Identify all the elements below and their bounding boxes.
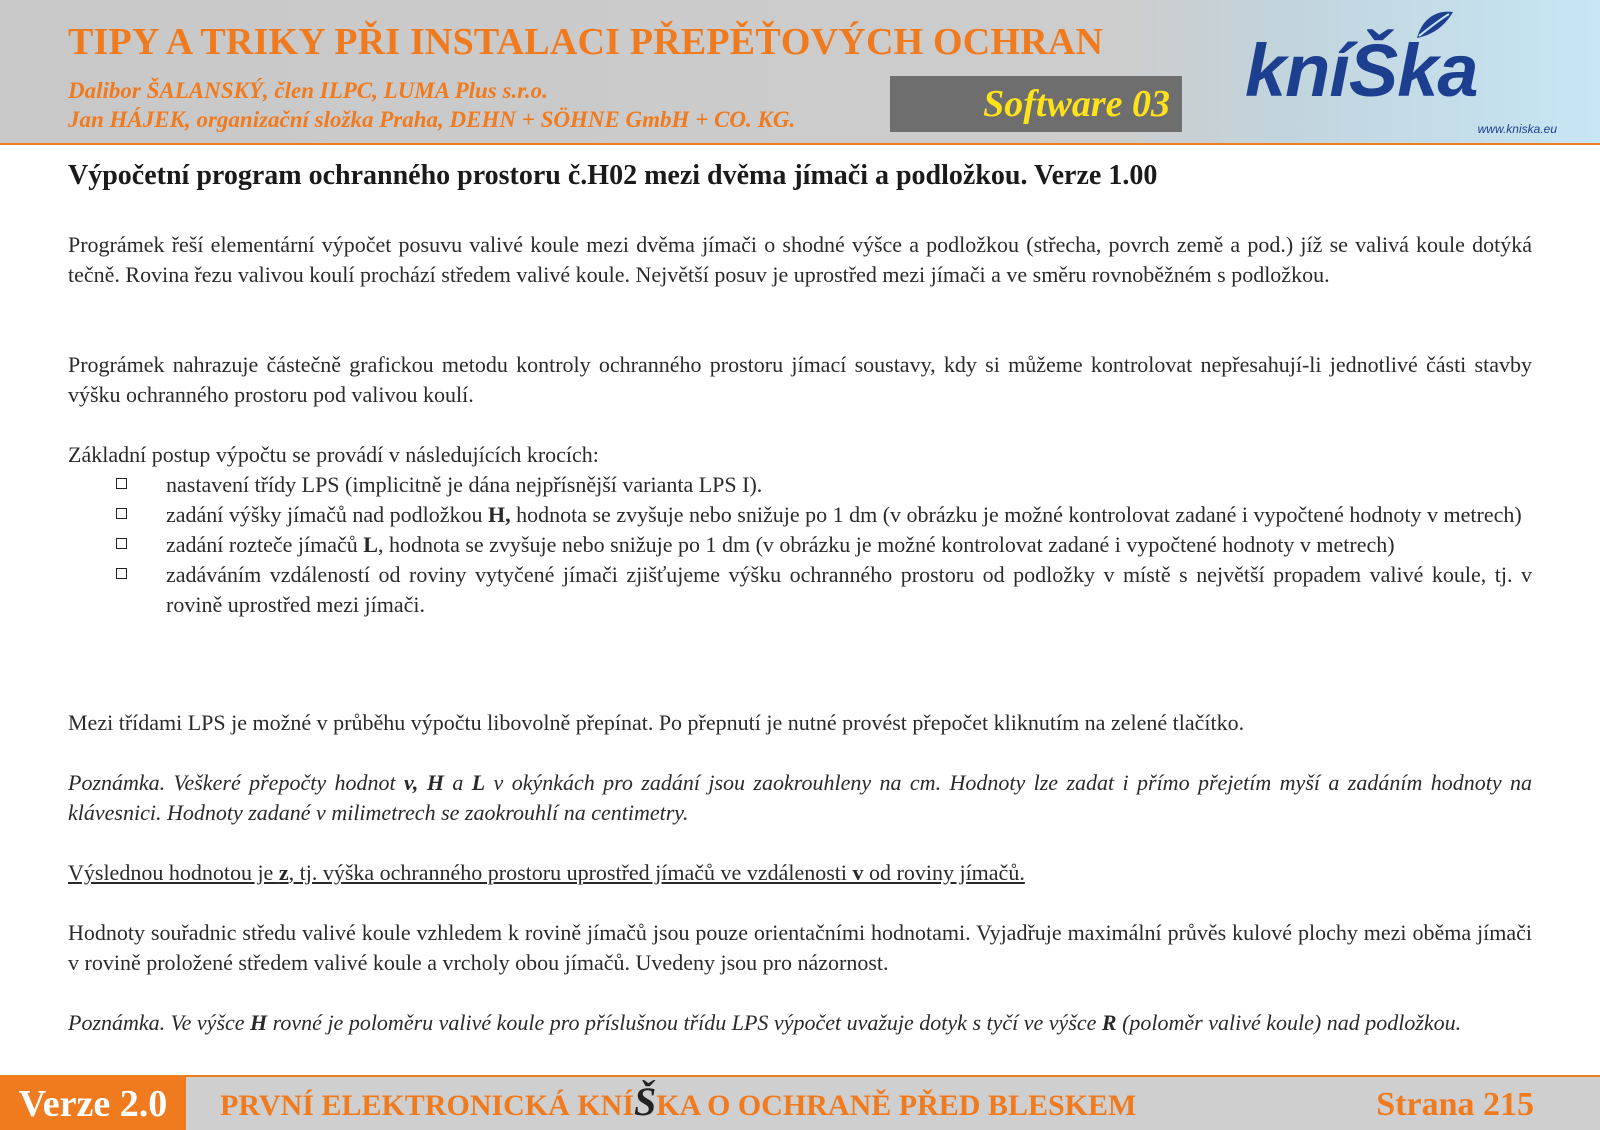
author-1: Dalibor ŠALANSKÝ, člen ILPC, LUMA Plus s.r.o. (68, 78, 548, 103)
kniska-logo (1245, 8, 1565, 138)
checkbox-bullet-icon (116, 568, 127, 579)
list-item: zadání rozteče jímačů L, hodnota se zvyšuje nebo snižuje po 1 dm (v obrázku je možné kontrolovat zadané i vypočtené hodnoty v metrech) (108, 530, 1532, 560)
version-label: Verze 2.0 (18, 1082, 168, 1125)
list-item: zadání výšky jímačů nad podložkou H, hodnota se zvyšuje nebo snižuje po 1 dm (v obrázku je možné kontrolovat zadané i vypočtené hodnoty v metrech) (108, 500, 1532, 530)
list-item: nastavení třídy LPS (implicitně je dána nejpřísnější varianta LPS I). (108, 470, 1532, 500)
software-label: Software 03 (983, 83, 1170, 125)
paragraph-steps-intro: Základní postup výpočtu se provádí v následujících krocích: (68, 442, 599, 467)
checkbox-bullet-icon (116, 538, 127, 549)
note-rounding: Poznámka. Veškeré přepočty hodnot v, H a L v okýnkách pro zadání jsou zaokrouhleny na cm. Hodnoty lze zadat i přímo přejetím myší a zadáním hodnoty na klávesnici. Hodnoty zadané v milimetrech se zaokrouhlí na centimetry. (68, 770, 1532, 825)
version-badge (0, 1077, 186, 1130)
footer-title: PRVNÍ ELEKTRONICKÁ KNÍŠKA O OCHRANĚ PŘED BLESKEM (220, 1079, 1137, 1124)
page-footer (0, 1075, 1600, 1130)
paragraph-lps-switch: Mezi třídami LPS je možné v průběhu výpočtu libovolně přepínat. Po přepnutí je nutné provést přepočet kliknutím na zelené tlačítko. (68, 710, 1245, 735)
author-2: Jan HÁJEK, organizační složka Praha, DEHN + SÖHNE GmbH + CO. KG. (68, 107, 796, 132)
document-title: TIPY A TRIKY PŘI INSTALACI PŘEPĚŤOVÝCH OCHRAN (68, 21, 1104, 63)
content-heading-block (68, 160, 1532, 192)
software-badge (890, 76, 1182, 132)
list-item: zadáváním vzdáleností od roviny vytyčené jímači zjišťujeme výšku ochranného prostoru od podložky v místě s největší propadem valivé koule, tj. v rovině uprostřed mezi jímači. (108, 560, 1532, 620)
note-height: Poznámka. Ve výšce H rovné je poloměru valivé koule pro příslušnou třídu LPS výpočet uvažuje dotyk s tyčí ve výšce R (poloměr valivé koule) nad podložkou. (68, 1010, 1462, 1035)
paragraph-method: Prográmek nahrazuje částečně grafickou metodu kontroly ochranného prostoru jímací soustavy, kdy si můžeme kontrolovat nepřesahují-li jednotlivé části stavby výšku ochranného prostoru pod valivou koulí. (68, 352, 1532, 407)
checkbox-bullet-icon (116, 508, 127, 519)
result-statement: Výslednou hodnotou je z, tj. výška ochranného prostoru uprostřed jímačů ve vzdálenosti v od roviny jímačů. (68, 860, 1025, 885)
steps-list (108, 470, 1532, 620)
logo-wordmark: kníŠka (1245, 29, 1478, 112)
program-heading: Výpočetní program ochranného prostoru č.H02 mezi dvěma jímači a podložkou. Verze 1.00 (68, 160, 1158, 191)
logo-website: www.kniska.eu (1477, 122, 1557, 136)
paragraph-coordinates: Hodnoty souřadnic středu valivé koule vzhledem k rovině jímačů jsou pouze orientačními hodnotami. Vyjadřuje maximální průvěs kulové plochy mezi oběma jímači v rovině proložené středem valivé koule a vrcholy obou jímačů. Uvedeny jsou pro názornost. (68, 920, 1532, 975)
checkbox-bullet-icon (116, 478, 127, 489)
page-header (0, 0, 1600, 145)
paragraph-intro: Prográmek řeší elementární výpočet posuvu valivé koule mezi dvěma jímači o shodné výšce a podložkou (střecha, povrch země a pod.) jíž se valivá koule dotýká tečně. Rovina řezu valivou koulí prochází středem valivé koule. Největší posuv je uprostřed mezi jímači a ve směru rovnoběžném s podložkou. (68, 232, 1532, 287)
page-number: Strana 215 (1376, 1086, 1534, 1123)
